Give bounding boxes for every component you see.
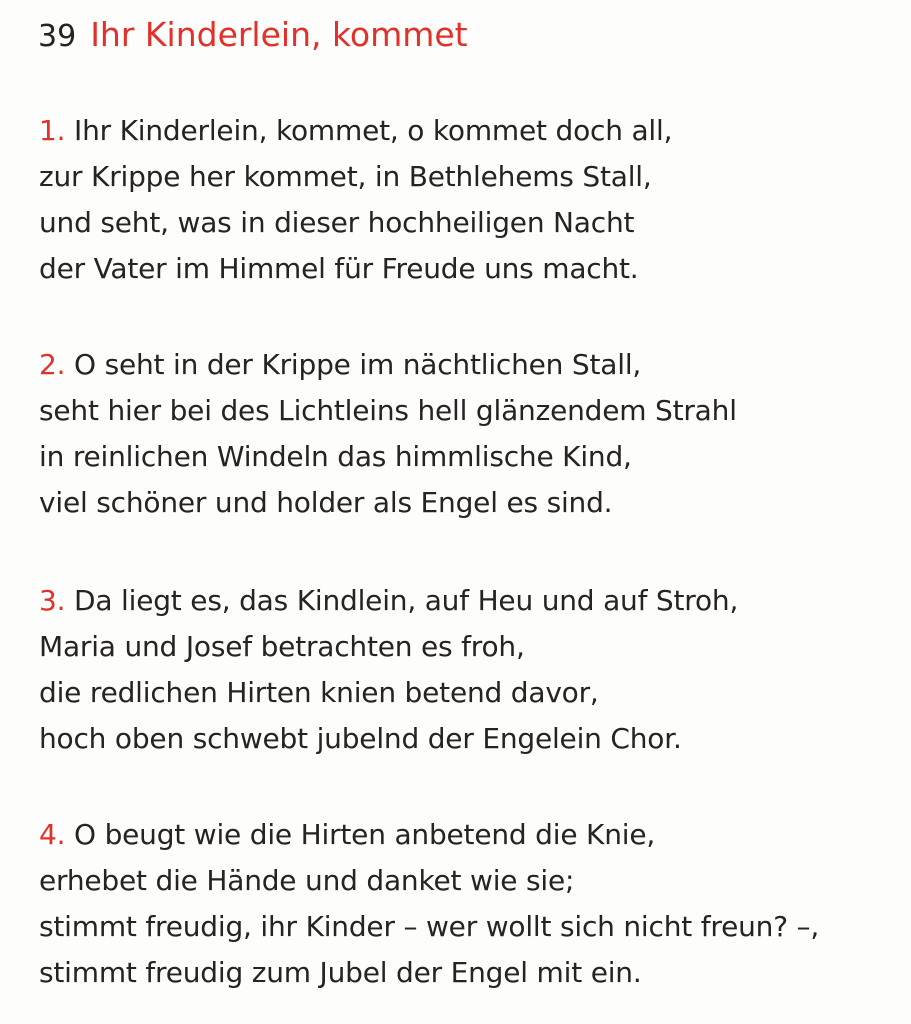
song-heading: [38, 10, 468, 60]
stanza-line: in reinlichen Windeln das himmlische Kind,: [39, 440, 632, 473]
stanza-line: hoch oben schwebt jubelnd der Engelein Chor.: [39, 722, 682, 755]
verse-number: 4.: [39, 818, 66, 851]
verse-text: O beugt wie die Hirten anbetend die Knie,: [74, 818, 656, 851]
stanza-line: seht hier bei des Lichtleins hell glänzendem Strahl: [39, 394, 737, 427]
verse-text: O seht in der Krippe im nächtlichen Stall,: [74, 348, 642, 381]
stanza-4: [39, 812, 904, 996]
stanza-line: viel schöner und holder als Engel es sind.: [39, 486, 613, 519]
song-number: 39: [38, 19, 77, 54]
stanza-line: [39, 342, 904, 388]
stanza-line: zur Krippe her kommet, in Bethlehems Stall,: [39, 160, 652, 193]
verse-text: Da liegt es, das Kindlein, auf Heu und auf Stroh,: [74, 584, 739, 617]
stanza-1: [39, 108, 904, 292]
stanza-line: die redlichen Hirten knien betend davor,: [39, 676, 599, 709]
stanza-3: [39, 578, 904, 762]
verse-number: 2.: [39, 348, 66, 381]
stanza-2: [39, 342, 904, 526]
stanza-line: stimmt freudig, ihr Kinder – wer wollt sich nicht freun? –,: [39, 910, 820, 943]
song-title: Ihr Kinderlein, kommet: [90, 15, 468, 54]
stanza-line: der Vater im Himmel für Freude uns macht.: [39, 252, 639, 285]
verse-text: Ihr Kinderlein, kommet, o kommet doch all,: [74, 114, 673, 147]
verse-number: 3.: [39, 584, 66, 617]
stanza-line: und seht, was in dieser hochheiligen Nacht: [39, 206, 635, 239]
verse-number: 1.: [39, 114, 66, 147]
stanza-line: Maria und Josef betrachten es froh,: [39, 630, 525, 663]
stanza-line: [39, 578, 904, 624]
stanza-line: [39, 812, 904, 858]
stanza-line: [39, 108, 904, 154]
stanza-line: stimmt freudig zum Jubel der Engel mit ein.: [39, 956, 642, 989]
stanza-line: erhebet die Hände und danket wie sie;: [39, 864, 575, 897]
